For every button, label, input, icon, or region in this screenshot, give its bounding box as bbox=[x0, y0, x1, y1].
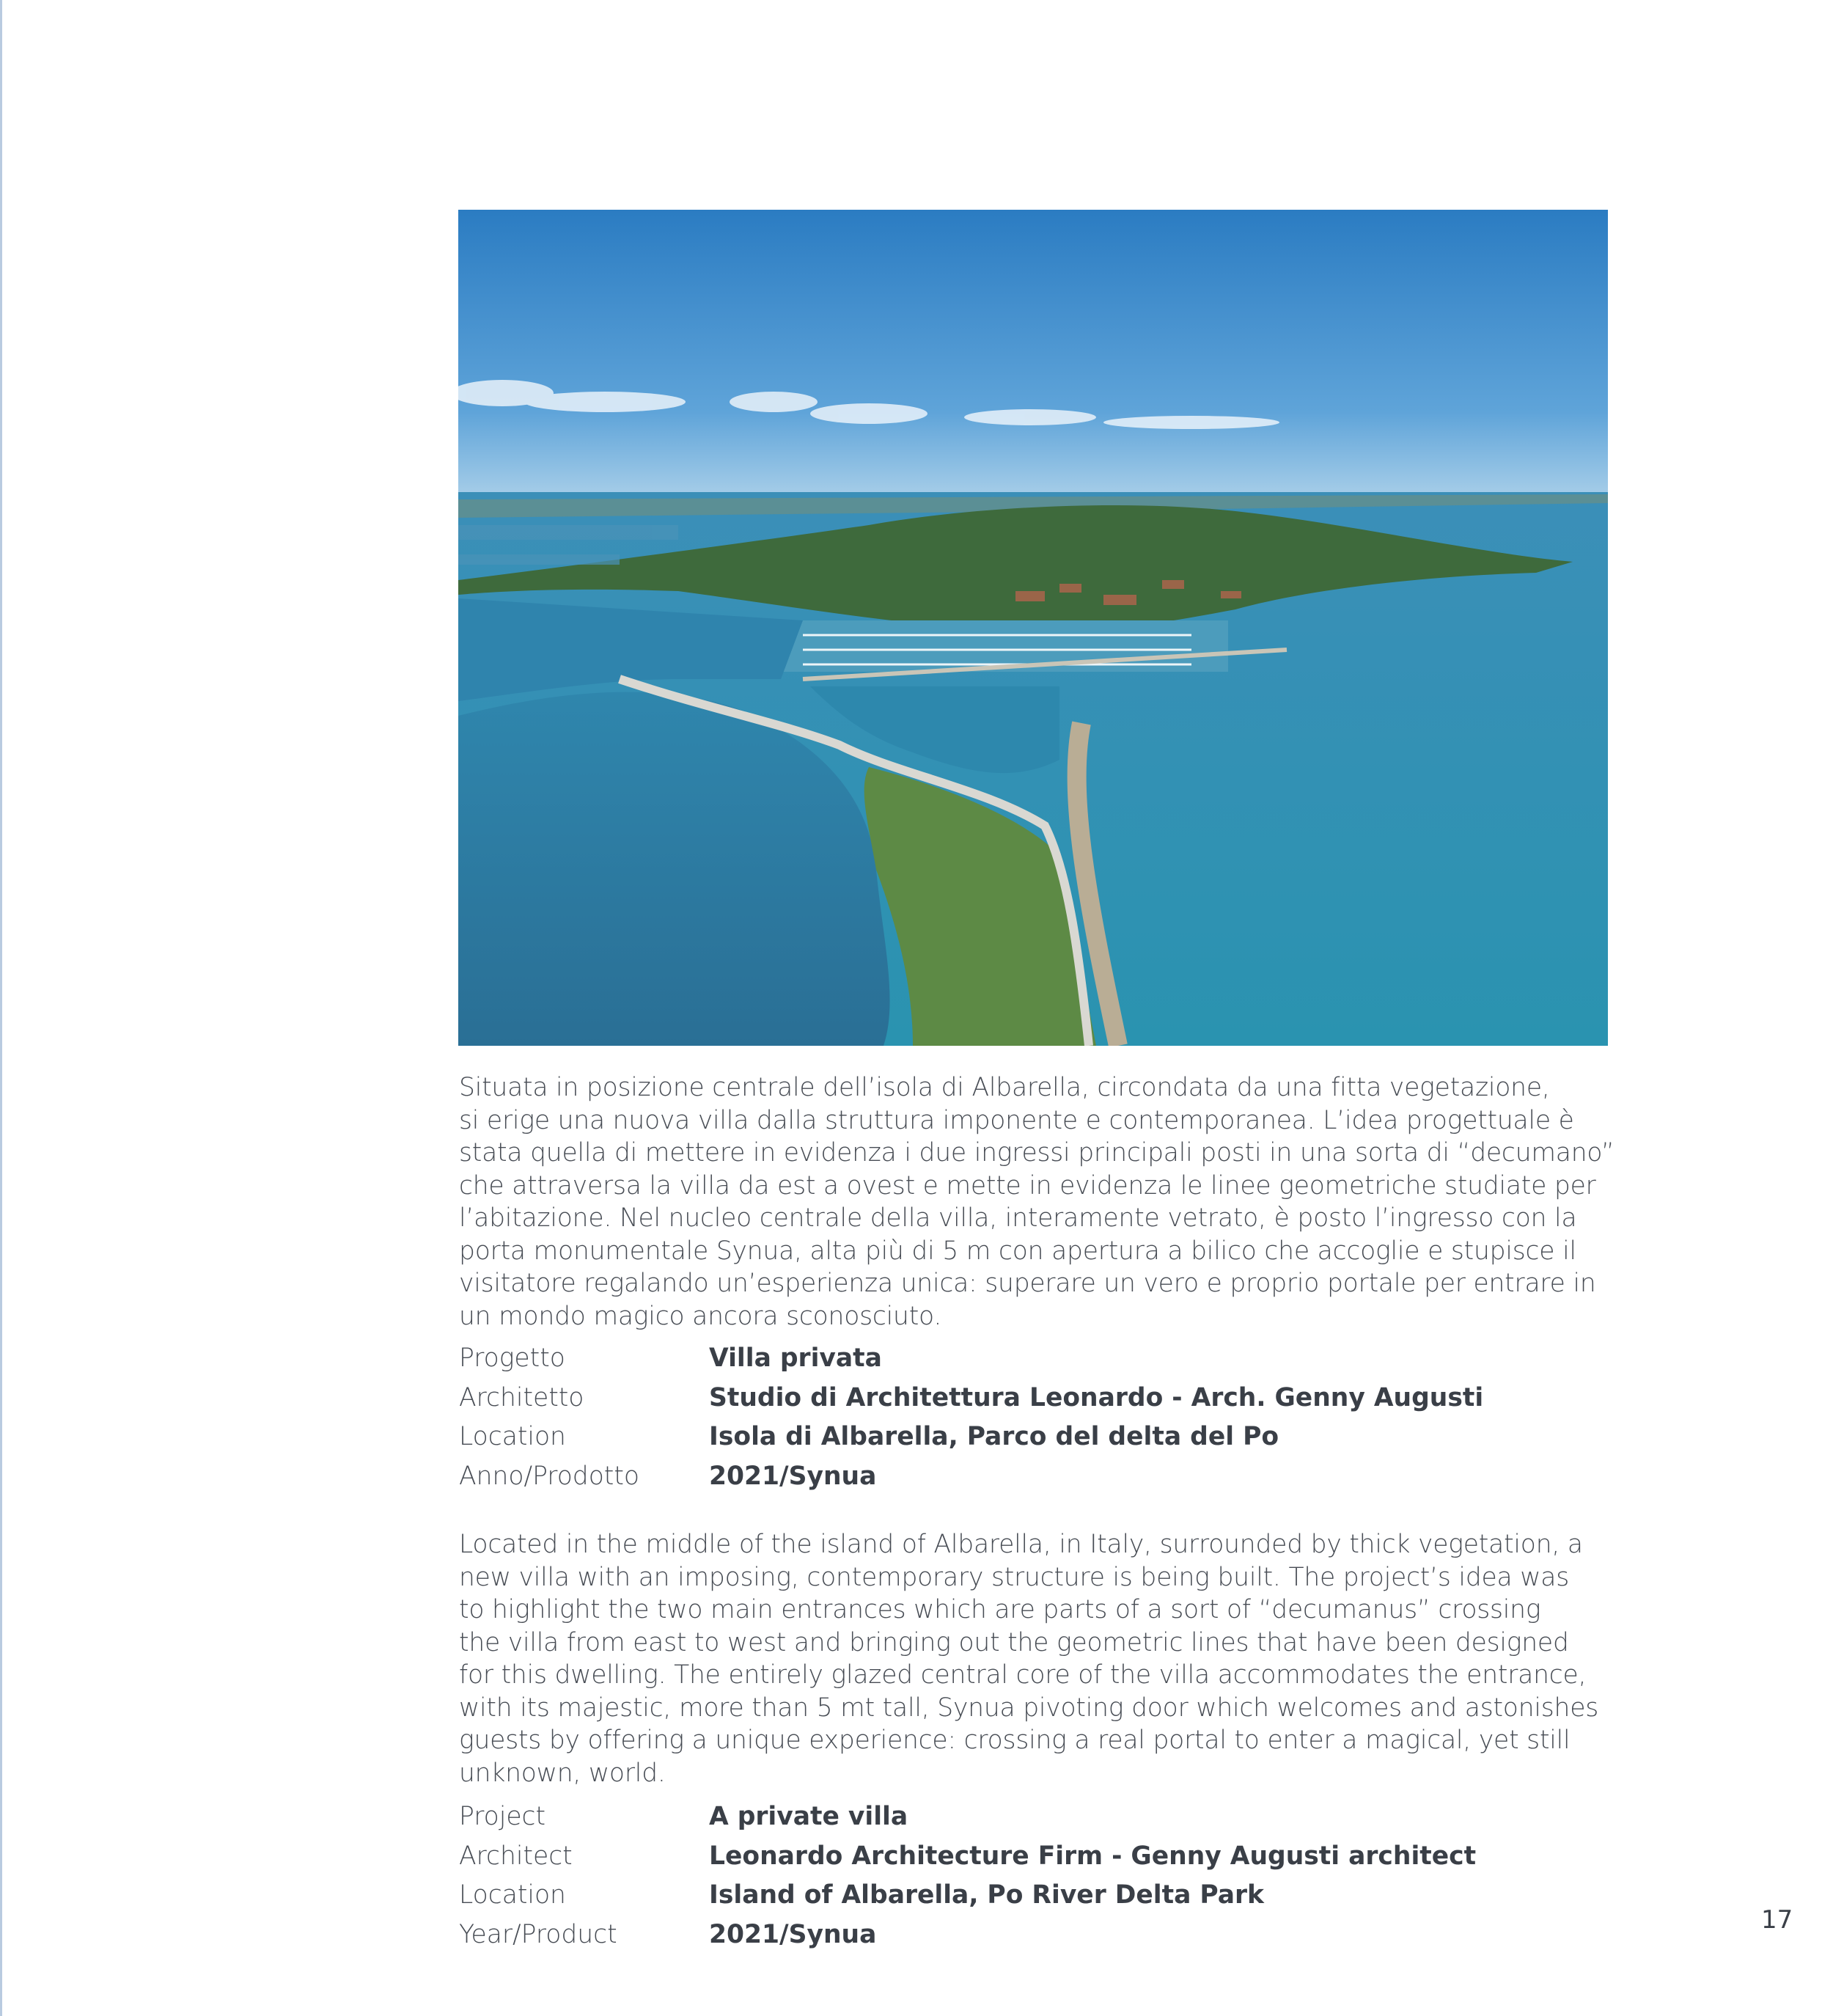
detail-label: Year/Product bbox=[459, 1919, 617, 1949]
detail-row bbox=[459, 1339, 1559, 1379]
english-line: Located in the middle of the island of Albarella, in Italy, surrounded by thick vegetation, a bbox=[459, 1530, 1583, 1559]
detail-value: Villa privata bbox=[709, 1344, 882, 1373]
detail-label: Anno/Prodotto bbox=[459, 1461, 639, 1491]
detail-row bbox=[459, 1379, 1559, 1418]
english-line: for this dwelling. The entirely glazed central core of the villa accommodates the entrance, bbox=[459, 1660, 1587, 1690]
italian-project-details bbox=[459, 1339, 1559, 1496]
detail-value: Studio di Architettura Leonardo - Arch. Genny Augusti bbox=[709, 1382, 1484, 1412]
english-project-details bbox=[459, 1797, 1559, 1954]
detail-label: Architetto bbox=[459, 1382, 584, 1412]
detail-value: 2021/Synua bbox=[709, 1919, 877, 1949]
detail-label: Architect bbox=[459, 1841, 573, 1871]
english-line: to highlight the two main entrances which are parts of a sort of “decumanus” crossing bbox=[459, 1595, 1541, 1624]
english-line: unknown, world. bbox=[459, 1758, 666, 1788]
english-line: new villa with an imposing, contemporary structure is being built. The project’s idea was bbox=[459, 1562, 1569, 1592]
detail-value: Leonardo Architecture Firm - Genny Augusti architect bbox=[709, 1841, 1477, 1871]
page-edge-line bbox=[0, 0, 2, 2016]
detail-value: A private villa bbox=[709, 1802, 908, 1831]
detail-row bbox=[459, 1876, 1559, 1916]
italian-line: un mondo magico ancora sconosciuto. bbox=[459, 1301, 942, 1331]
detail-value: 2021/Synua bbox=[709, 1461, 877, 1491]
italian-line: visitatore regalando un’esperienza unica: superare un vero e proprio portale per entrare in bbox=[459, 1269, 1596, 1298]
italian-description bbox=[459, 1071, 1617, 1333]
page-number: 17 bbox=[1761, 1905, 1793, 1935]
detail-value: Island of Albarella, Po River Delta Park bbox=[709, 1880, 1264, 1910]
italian-line: porta monumentale Synua, alta più di 5 m con apertura a bilico che accoglie e stupisce il bbox=[459, 1236, 1576, 1266]
aerial-photo bbox=[458, 210, 1608, 1046]
detail-label: Location bbox=[459, 1422, 566, 1451]
detail-value: Isola di Albarella, Parco del delta del Po bbox=[709, 1422, 1279, 1451]
detail-label: Progetto bbox=[459, 1344, 565, 1373]
detail-row bbox=[459, 1837, 1559, 1877]
italian-line: che attraversa la villa da est a ovest e mette in evidenza le linee geometriche studiate per bbox=[459, 1170, 1596, 1201]
detail-row bbox=[459, 1916, 1559, 1955]
english-description bbox=[459, 1528, 1617, 1789]
italian-line: stata quella di mettere in evidenza i due ingressi principali posti in una sorta di “decumano” bbox=[459, 1138, 1615, 1168]
italian-line: si erige una nuova villa dalla struttura imponente e contemporanea. L’idea progettuale è bbox=[459, 1105, 1574, 1135]
english-line: with its majestic, more than 5 mt tall, Synua pivoting door which welcomes and astonishes bbox=[459, 1693, 1598, 1723]
detail-row bbox=[459, 1457, 1559, 1497]
english-line: the villa from east to west and bringing out the geometric lines that have been designed bbox=[459, 1627, 1569, 1657]
detail-row bbox=[459, 1797, 1559, 1837]
detail-row bbox=[459, 1418, 1559, 1457]
detail-label: Project bbox=[459, 1802, 546, 1831]
aerial-photo-illustration bbox=[458, 210, 1608, 1046]
detail-label: Location bbox=[459, 1880, 566, 1910]
italian-line: Situata in posizione centrale dell’isola di Albarella, circondata da una fitta vegetazione, bbox=[459, 1073, 1550, 1102]
italian-line: l’abitazione. Nel nucleo centrale della villa, interamente vetrato, è posto l’ingresso con la bbox=[459, 1203, 1577, 1233]
english-line: guests by offering a unique experience: crossing a real portal to enter a magical, yet still bbox=[459, 1726, 1571, 1755]
